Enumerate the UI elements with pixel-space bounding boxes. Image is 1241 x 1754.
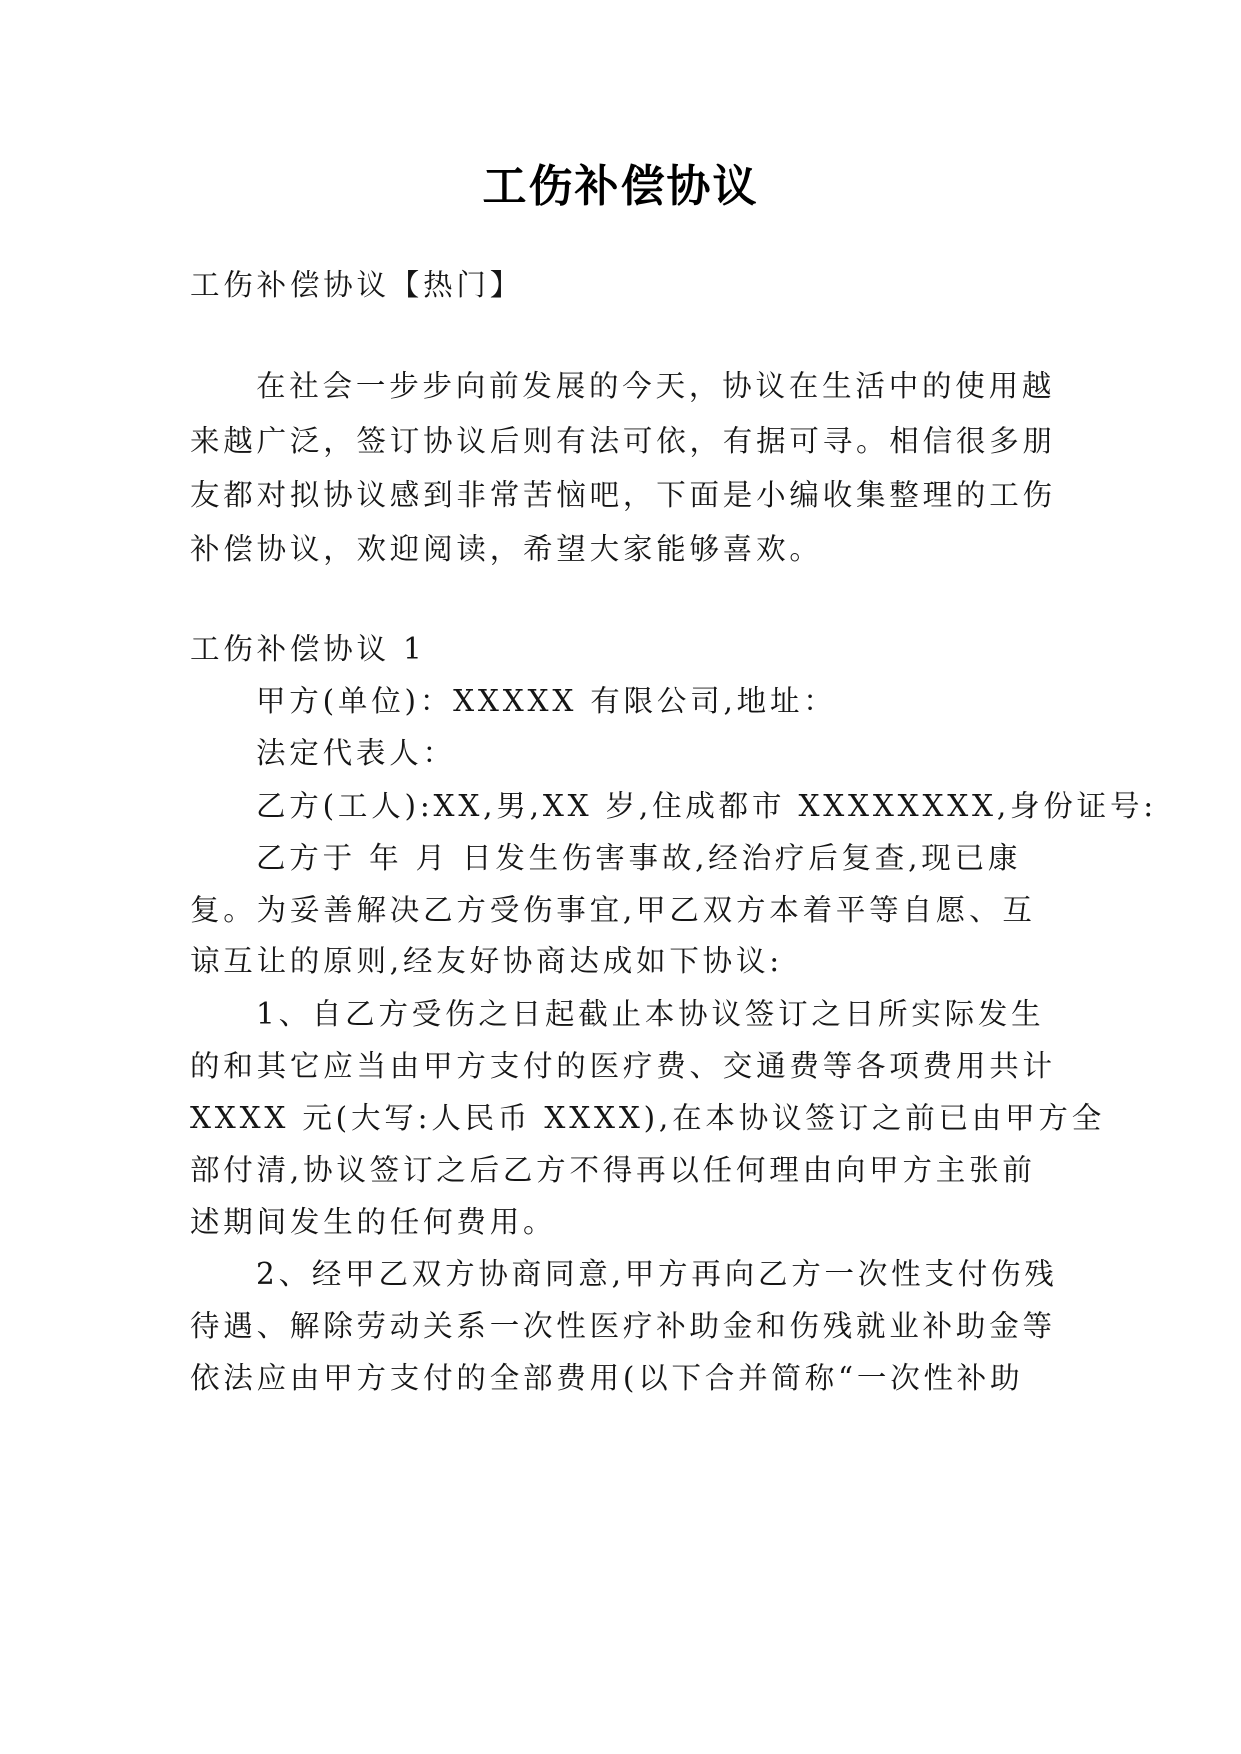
party-b-line: 乙方(工人):XX,男,XX 岁,住成都市 XXXXXXXX,身份证号: bbox=[256, 789, 1157, 823]
clause-1-line-4: 部付清,协议签订之后乙方不得再以任何理由向甲方主张前 bbox=[190, 1153, 1036, 1187]
clause-2-line-1: 2、经甲乙双方协商同意,甲方再向乙方一次性支付伤残 bbox=[256, 1257, 1058, 1291]
document-subtitle: 工伤补偿协议【热门】 bbox=[190, 268, 524, 302]
accident-line-1: 乙方于 年 月 日发生伤害事故,经治疗后复查,现已康 bbox=[256, 841, 1022, 875]
intro-line-1: 在社会一步步向前发展的今天，协议在生活中的使用越 bbox=[256, 369, 1056, 403]
legal-representative-line: 法定代表人： bbox=[256, 736, 456, 770]
intro-line-3: 友都对拟协议感到非常苦恼吧，下面是小编收集整理的工伤 bbox=[190, 478, 1056, 512]
party-a-line: 甲方(单位)：XXXXX 有限公司,地址： bbox=[256, 684, 837, 718]
accident-line-3: 谅互让的原则,经友好协商达成如下协议: bbox=[190, 944, 784, 978]
clause-2-line-3: 依法应由甲方支付的全部费用(以下合并简称“一次性补助 bbox=[190, 1361, 1024, 1395]
clause-1-line-1: 1、自乙方受伤之日起截止本协议签订之日所实际发生 bbox=[256, 997, 1045, 1031]
clause-1-line-3: XXXX 元(大写:人民币 XXXX),在本协议签订之前已由甲方全 bbox=[190, 1101, 1106, 1135]
intro-line-2: 来越广泛，签订协议后则有法可依，有据可寻。相信很多朋 bbox=[190, 424, 1056, 458]
clause-1-line-5: 述期间发生的任何费用。 bbox=[190, 1205, 557, 1239]
intro-line-4: 补偿协议，欢迎阅读，希望大家能够喜欢。 bbox=[190, 532, 823, 566]
section-heading: 工伤补偿协议 1 bbox=[190, 632, 426, 666]
accident-line-2: 复。为妥善解决乙方受伤事宜,甲乙双方本着平等自愿、互 bbox=[190, 893, 1036, 927]
clause-2-line-2: 待遇、解除劳动关系一次性医疗补助金和伤残就业补助金等 bbox=[190, 1309, 1056, 1343]
clause-1-line-2: 的和其它应当由甲方支付的医疗费、交通费等各项费用共计 bbox=[190, 1049, 1056, 1083]
document-title: 工伤补偿协议 bbox=[482, 161, 759, 212]
